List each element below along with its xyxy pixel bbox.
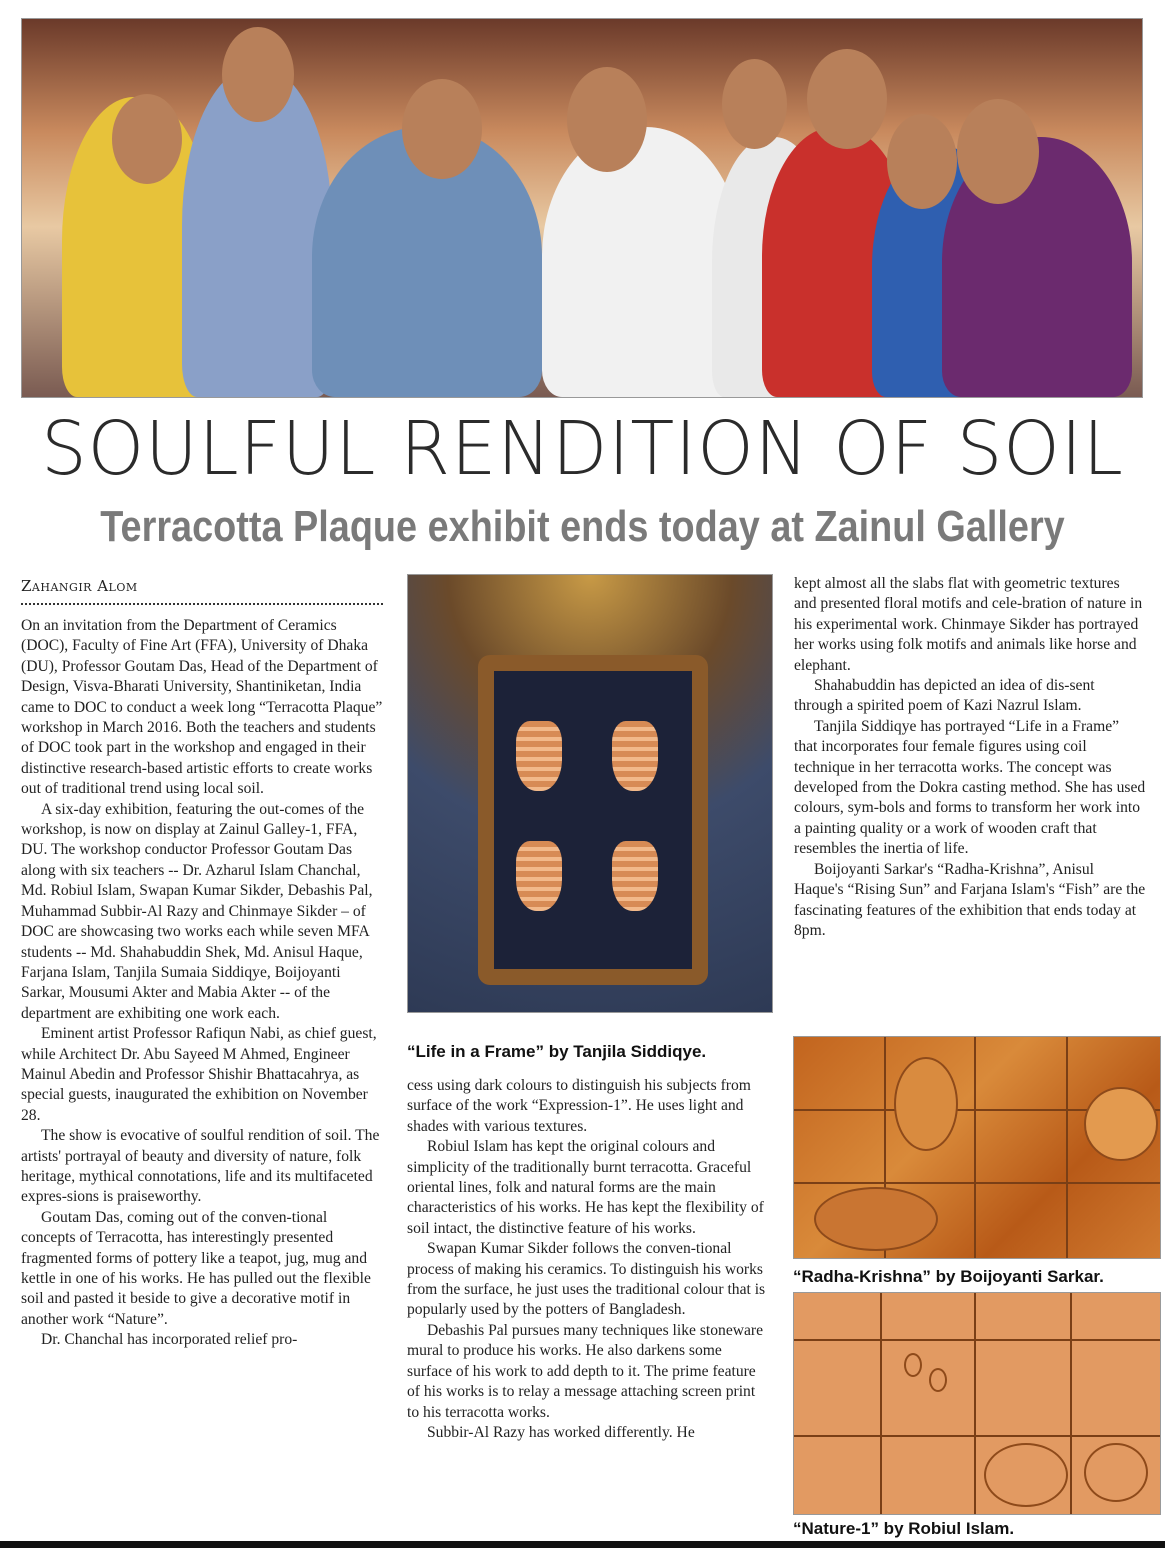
caption-life-in-a-frame: “Life in a Frame” by Tanjila Siddiqye. xyxy=(407,1042,707,1061)
paragraph: The show is evocative of soulful rendition of soil. The artists' portrayal of beauty and diversity of nature, folk heritage, mythical connotations, life and its multifaceted expres-sions is praiseworthy. xyxy=(21,1127,380,1206)
paragraph: Robiul Islam has kept the original colours and simplicity of the traditionally burnt terracotta. Graceful oriental lines, folk and natural forms are the main characteristics of his works. He has kept the flexibility of soil intact, the distinctive feature of his works. xyxy=(407,1138,764,1237)
tile-seam xyxy=(1070,1293,1072,1514)
tile-seam xyxy=(794,1435,1160,1437)
flower-motif xyxy=(1084,1087,1158,1161)
headline: SOULFUL RENDITION OF SOIL xyxy=(41,406,1124,492)
tile-seam xyxy=(1066,1037,1068,1258)
seed-motif xyxy=(904,1353,922,1377)
article-column-1 xyxy=(21,616,385,1541)
article-column-3 xyxy=(794,574,1146,1022)
person-head xyxy=(112,94,182,184)
page-bottom-rule xyxy=(0,1541,1165,1548)
paragraph: Swapan Kumar Sikder follows the conven-tional process of making his ceramics. To distinguish his works from the surface, he just uses the traditional colour that is popularly used by the potters of Bangladesh. xyxy=(407,1240,766,1319)
radha-krishna-photo xyxy=(793,1036,1161,1259)
paragraph: Eminent artist Professor Rafiqun Nabi, as chief guest, while Architect Dr. Abu Sayeed M Ahmed, Engineer Mainul Abedin and Professor Shishir Bhattacahrya, as special guests, inaugurated the exhibition on November 28. xyxy=(21,1025,377,1124)
paragraph: Shahabuddin has depicted an idea of dis-sent through a spirited poem of Kazi Nazrul Islam. xyxy=(794,677,1095,715)
tile-seam xyxy=(974,1293,976,1514)
tile-seam xyxy=(974,1037,976,1258)
paragraph: Subbir-Al Razy has worked differently. He xyxy=(427,1423,695,1441)
leaf-motif xyxy=(1084,1443,1148,1502)
seed-motif xyxy=(929,1368,947,1392)
byline-divider xyxy=(21,603,383,605)
group-photo xyxy=(21,18,1143,398)
person-head xyxy=(887,114,957,209)
tile-seam xyxy=(794,1182,1160,1184)
paragraph: Debashis Pal pursues many techniques like stoneware mural to produce his works. He also darkens some surface of his work to add depth to it. The prime feature of his works is to relay a message attaching screen print to his terracotta works. xyxy=(407,1321,764,1421)
paragraph: kept almost all the slabs flat with geometric textures and presented floral motifs and cele-bration of nature in his experimental work. Chinmaye Sikder has portrayed her works using folk motifs and animals like horse and elephant. xyxy=(794,575,1143,674)
paragraph: Dr. Chanchal has incorporated relief pro- xyxy=(41,1331,298,1349)
paragraph: Boijoyanti Sarkar's “Radha-Krishna”, Anisul Haque's “Rising Sun” and Farjana Islam's “Fish” are the fascinating features of the exhibition that ends today at 8pm. xyxy=(794,860,1146,939)
person-head xyxy=(402,79,482,179)
nature-1-photo xyxy=(793,1292,1161,1515)
article-column-2 xyxy=(407,1076,767,1541)
pattern-motif xyxy=(814,1187,938,1251)
person-head xyxy=(807,49,887,149)
person-head xyxy=(567,67,647,172)
person-head xyxy=(722,59,787,149)
leaf-motif xyxy=(984,1443,1068,1507)
coil-figure xyxy=(516,721,562,791)
plaque-frame xyxy=(478,655,708,985)
paragraph: Goutam Das, coming out of the conven-tional concepts of Terracotta, has interestingly presented fragmented forms of pottery like a teapot, jug, mug and kettle in one of his works. He has pulled out the flexible soil and pasted it beside to give a decorative motif in another work “Nature”. xyxy=(21,1208,371,1328)
coil-figure xyxy=(516,841,562,911)
coil-figure xyxy=(612,841,658,911)
figure-motif xyxy=(894,1057,958,1151)
caption-radha-krishna: “Radha-Krishna” by Boijoyanti Sarkar. xyxy=(793,1267,1104,1286)
tile-seam xyxy=(880,1293,882,1514)
byline: Zahangir Alom xyxy=(21,577,138,595)
coil-figure xyxy=(612,721,658,791)
tile-seam xyxy=(794,1339,1160,1341)
paragraph: On an invitation from the Department of Ceramics (DOC), Faculty of Fine Art (FFA), University of Dhaka (DU), Professor Goutam Das, Head of the Department of Design, Visva-Bharati University, Shantiniketan, India came to DOC to conduct a week long “Terracotta Plaque” workshop in March 2016. Both the teachers and students of DOC took part in the workshop and engaged in their distinctive research-based artistic efforts to create works out of traditional trend using local soil. xyxy=(21,617,383,798)
caption-nature-1: “Nature-1” by Robiul Islam. xyxy=(793,1519,1015,1538)
person-head xyxy=(957,99,1039,204)
paragraph: A six-day exhibition, featuring the out-comes of the workshop, is now on display at Zainul Galley-1, FFA, DU. The workshop conductor Professor Goutam Das along with six teachers -- Dr. Azharul Islam Chanchal, Md. Robiul Islam, Swapan Kumar Sikder, Debashis Pal, Muhammad Subbir-Al Razy and Chinmaye Sikder – of DOC are showcasing two works each while seven MFA students -- Md. Shahabuddin Shek, Md. Anisul Haque, Farjana Islam, Tanjila Sumaia Siddiqye, Boijoyanti Sarkar, Mousumi Akter and Mabia Akter -- of the department are exhibiting one work each. xyxy=(21,800,373,1022)
person-head xyxy=(222,27,294,122)
life-in-a-frame-photo xyxy=(407,574,773,1013)
paragraph: cess using dark colours to distinguish his subjects from surface of the work “Expression-1”. He uses light and shades with various textures. xyxy=(407,1077,751,1135)
subheadline: Terracotta Plaque exhibit ends today at Zainul Gallery xyxy=(100,502,1065,551)
paragraph: Tanjila Siddiqye has portrayed “Life in a Frame” that incorporates four female figures using coil technique in her terracotta works. The concept was developed from the Dokra casting method. She has used colours, sym-bols and forms to transform her work into a painting quality or a work of wooden craft that resembles the inertia of life. xyxy=(794,717,1146,858)
